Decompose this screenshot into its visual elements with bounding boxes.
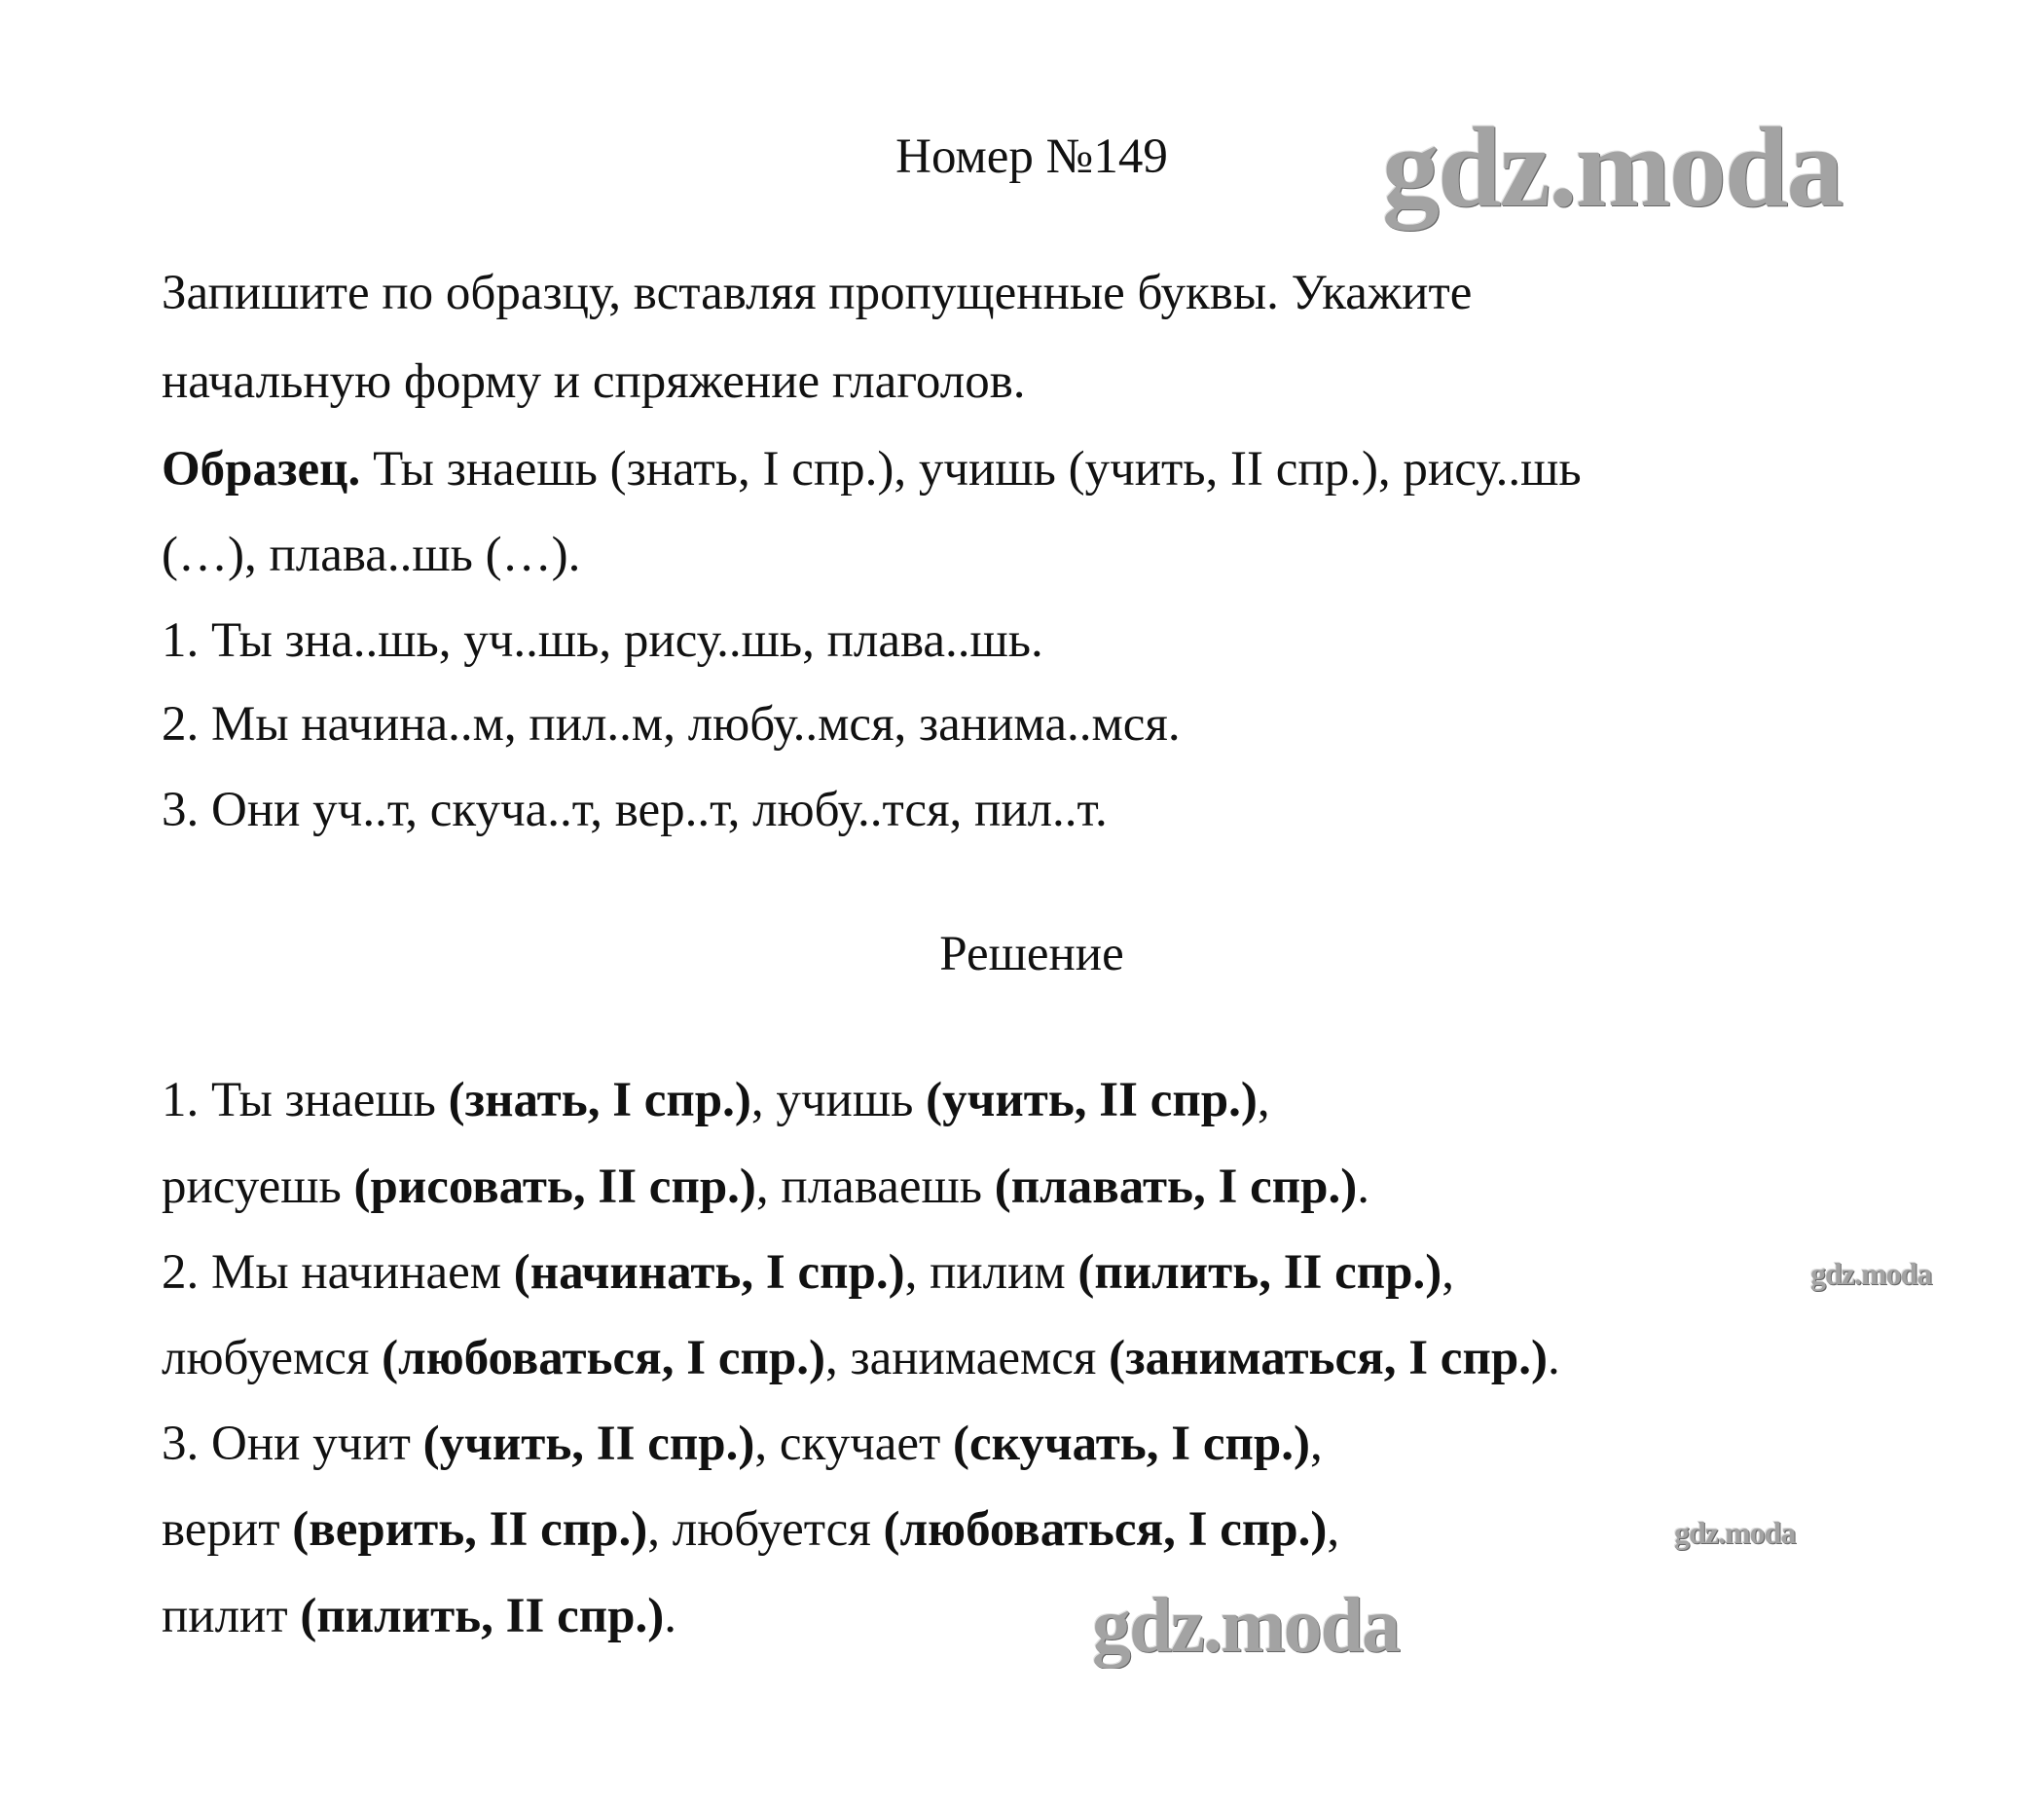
text: 2. Мы начина..м, пил..м, любу..мся, занима..мся. [162,697,1181,752]
text: . [664,1589,676,1643]
watermark-logo: gdz.moda [1092,1583,1400,1669]
text: 1. Ты зна..шь, уч..шь, рису..шь, плава..шь. [162,613,1043,668]
bold-text: (плавать, I спр.) [994,1160,1358,1214]
text: Ты знаешь (знать, I спр.), учишь (учить, II спр.), рису..шь [360,442,1582,497]
task-line [162,526,580,584]
text: , [1442,1245,1455,1300]
bold-text: (знать, I спр.) [448,1073,751,1127]
bold-text: (начинать, I спр.) [513,1245,905,1300]
task-line [162,440,1582,498]
bold-text: Образец. [162,442,361,497]
text: , [1257,1073,1270,1127]
text: , [1310,1417,1323,1471]
text: , учишь [750,1073,927,1127]
text: , скучает [754,1417,954,1471]
bold-text: (любоваться, I спр.) [382,1331,825,1385]
bold-text: (скучать, I спр.) [953,1417,1310,1471]
text: 1. Ты знаешь [162,1073,449,1127]
text: , плаваешь [755,1160,995,1214]
text: 3. Они учит [162,1417,423,1471]
solution-line [162,1415,1323,1473]
solution-line [162,1158,1369,1216]
text: . [1547,1331,1560,1385]
solution-line [162,1071,1270,1129]
text: любуемся [162,1331,383,1385]
watermark-logo: gdz.moda [1810,1256,1932,1291]
text: верит [162,1502,293,1557]
solution-line [162,1243,1454,1302]
text: 2. Мы начинаем [162,1245,514,1300]
task-line [162,611,1043,670]
bold-text: (верить, II спр.) [292,1502,648,1557]
watermark-logo: gdz.moda [1382,103,1843,231]
page-title: Номер №149 [895,129,1168,184]
task-line [162,781,1108,839]
text: 3. Они уч..т, скуча..т, вер..т, любу..тся, пил..т. [162,783,1108,837]
text: пилит [162,1589,301,1643]
task-line [162,264,1472,322]
task-line [162,352,1026,411]
bold-text: (пилить, II спр.) [1077,1245,1442,1300]
solution-line [162,1329,1560,1387]
bold-text: (учить, II спр.) [926,1073,1258,1127]
text: (…), плава..шь (…). [162,528,581,582]
bold-text: (учить, II спр.) [422,1417,755,1471]
bold-text: (рисовать, II спр.) [353,1160,756,1214]
watermark-logo: gdz.moda [1674,1515,1796,1550]
bold-text: (заниматься, I спр.) [1109,1331,1548,1385]
bold-text: (любоваться, I спр.) [883,1502,1328,1557]
text: рисуешь [162,1160,354,1214]
text: Запишите по образцу, вставляя пропущенные буквы. Укажите [162,266,1473,320]
solution-line [162,1500,1339,1559]
text: начальную форму и спряжение глаголов. [162,354,1026,409]
solution-heading: Решение [939,927,1124,981]
text: , занимаемся [824,1331,1110,1385]
task-line [162,695,1181,754]
bold-text: (пилить, II спр.) [300,1589,665,1643]
text: , пилим [904,1245,1078,1300]
text: . [1357,1160,1369,1214]
text: , любуется [647,1502,884,1557]
text: , [1327,1502,1340,1557]
solution-line [162,1587,676,1645]
